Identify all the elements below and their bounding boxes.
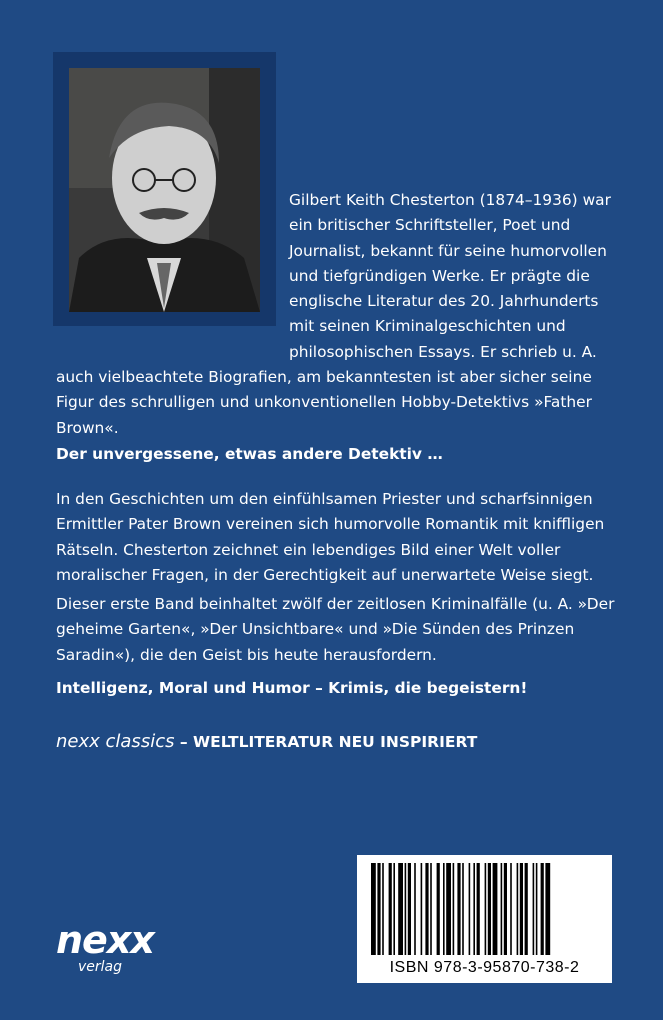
series-tagline	[56, 731, 616, 752]
paragraph-2: Dieser erste Band beinhaltet zwölf der zeitlosen Kriminalfälle (u. A. »Der geheime Garten«, »Der Unsichtbare« und »Die Sünden des Prinzen Saradin«), die den Geist bis heute herausfordern.	[56, 595, 615, 664]
subheading: Der unvergessene, etwas andere Detektiv …	[56, 445, 443, 463]
isbn-text: ISBN 978-3-95870-738-2	[389, 959, 580, 976]
barcode-box	[357, 855, 612, 983]
publisher-logo	[56, 920, 166, 990]
closing-line: Intelligenz, Moral und Humor – Krimis, die begeistern!	[56, 679, 528, 697]
series-claim: – WELTLITERATUR NEU INSPIRIERT	[174, 733, 478, 751]
logo-subtitle: verlag	[78, 959, 123, 975]
series-name: nexx classics	[56, 731, 175, 752]
barcode-icon	[371, 863, 598, 955]
paragraph-1: In den Geschichten um den einfühlsamen Priester und scharfsinnigen Ermittler Pater Brown vereinen sich humorvolle Romantik mit kniffligen Rätseln. Chesterton zeichnet ein lebendiges Bild einer Welt voller moralischer Fragen, in der Gerechtigkeit auf unerwartete Weise siegt.	[56, 490, 605, 584]
author-bio-text: Gilbert Keith Chesterton (1874–1936) war ein britischer Schriftsteller, Poet und Journalist, bekannt für seine humorvollen und tiefgründigen Werke. Er prägte die englische Literatur des 20. Jahrhunderts mit seinen Kriminalgeschichten und philosophischen Essays. Er schrieb u. A. auch vielbeachtete Biografien, am bekanntesten ist aber sicher seine Figur des schrulligen und unkonventionellen Hobby-Detektivs »Father Brown«.	[56, 191, 611, 437]
bio-wrap-spacer	[56, 188, 289, 358]
author-bio	[56, 188, 616, 441]
logo-wordmark: nexx	[56, 918, 154, 962]
